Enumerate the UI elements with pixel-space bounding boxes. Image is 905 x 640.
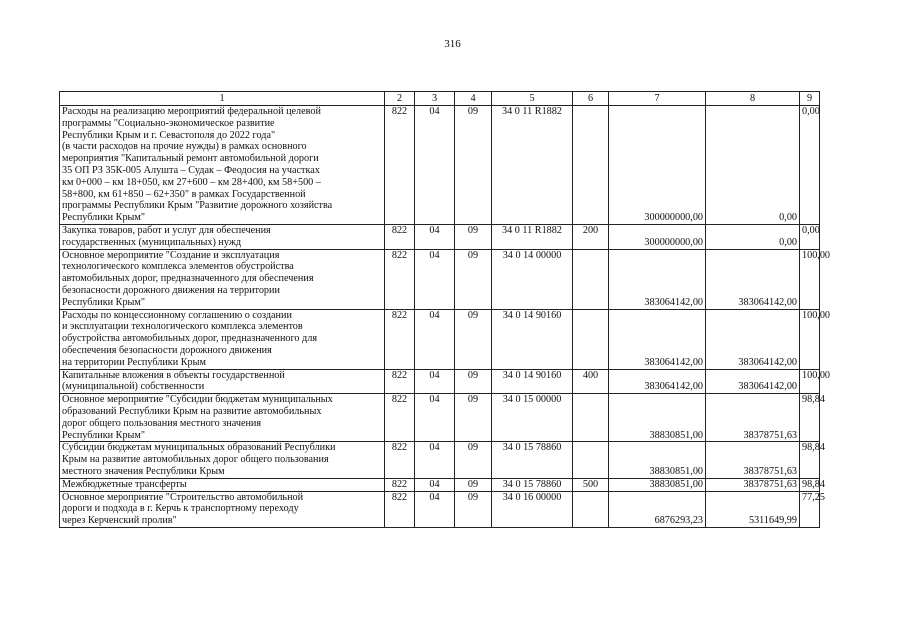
row-name-cell: Закупка товаров, работ и услуг для обеспечения государственных (муниципальных) нужд (60, 224, 385, 249)
execution-percent-cell: 100,00 (800, 369, 820, 394)
executed-amount-cell: 38378751,63 (706, 442, 800, 478)
table-row (60, 249, 820, 309)
code-cell: 822 (385, 478, 415, 491)
planned-amount-cell: 383064142,00 (609, 249, 706, 309)
header-cell: 7 (609, 92, 706, 106)
execution-percent-cell: 0,00 (800, 224, 820, 249)
planned-amount-cell: 383064142,00 (609, 369, 706, 394)
execution-percent-cell: 98,84 (800, 478, 820, 491)
execution-percent-cell: 0,00 (800, 106, 820, 225)
table-row (60, 394, 820, 442)
row-name-cell: Основное мероприятие "Строительство автомобильной дороги и подхода в г. Керчь к транспортному переходу через Керченский пролив" (60, 491, 385, 527)
target-article-cell: 34 0 11 R1882 (492, 106, 573, 225)
planned-amount-cell: 300000000,00 (609, 106, 706, 225)
header-cell: 6 (573, 92, 609, 106)
section-cell: 04 (415, 369, 455, 394)
target-article-cell: 34 0 16 00000 (492, 491, 573, 527)
header-cell: 9 (800, 92, 820, 106)
subsection-cell: 09 (455, 442, 492, 478)
execution-percent-cell: 100,00 (800, 249, 820, 309)
code-cell: 822 (385, 309, 415, 369)
planned-amount-cell: 383064142,00 (609, 309, 706, 369)
execution-percent-cell: 77,25 (800, 491, 820, 527)
target-article-cell: 34 0 11 R1882 (492, 224, 573, 249)
row-name-cell: Капитальные вложения в объекты государственной (муниципальной) собственности (60, 369, 385, 394)
row-name-cell: Основное мероприятие "Создание и эксплуатация технологического комплекса элементов обустройства автомобильных дорог, предназначенного для обеспечения безопасности дорожного движения на территории Республики Крым" (60, 249, 385, 309)
target-article-cell: 34 0 15 78860 (492, 442, 573, 478)
row-name-cell: Расходы по концессионному соглашению о создании и эксплуатации технологического комплекса элементов обустройства автомобильных дорог, предназначенного для обеспечения безопасности дорожного движения на территории Республики Крым (60, 309, 385, 369)
section-cell: 04 (415, 478, 455, 491)
expense-type-cell (573, 249, 609, 309)
expense-type-cell (573, 491, 609, 527)
header-cell: 1 (60, 92, 385, 106)
subsection-cell: 09 (455, 224, 492, 249)
row-name-cell: Расходы на реализацию мероприятий федеральной целевой программы "Социально-экономическое развитие Республики Крым и г. Севастополя до 2022 года" (в части расходов на прочие нужды) в рамках основного мероприятия "Капитальный ремонт автомобильной дороги 35 ОП РЗ 35К-005 Алушта – Судак – Феодосия на участках км 0+000 – км 18+050, км 27+600 – км 28+400, км 58+500 – 58+800, км 61+850 – 62+350" в рамках Государственной программы Республики Крым "Развитие дорожного хозяйства Республики Крым" (60, 106, 385, 225)
section-cell: 04 (415, 442, 455, 478)
section-cell: 04 (415, 249, 455, 309)
table-row (60, 224, 820, 249)
expense-type-cell (573, 106, 609, 225)
code-cell: 822 (385, 224, 415, 249)
expense-type-cell: 200 (573, 224, 609, 249)
executed-amount-cell: 5311649,99 (706, 491, 800, 527)
page-number: 316 (444, 38, 461, 50)
header-cell: 5 (492, 92, 573, 106)
expense-type-cell (573, 394, 609, 442)
header-row (60, 92, 820, 106)
target-article-cell: 34 0 15 00000 (492, 394, 573, 442)
code-cell: 822 (385, 369, 415, 394)
section-cell: 04 (415, 491, 455, 527)
executed-amount-cell: 0,00 (706, 106, 800, 225)
header-cell: 3 (415, 92, 455, 106)
execution-percent-cell: 98,84 (800, 442, 820, 478)
table-row (60, 491, 820, 527)
header-cell: 4 (455, 92, 492, 106)
row-name-cell: Межбюджетные трансферты (60, 478, 385, 491)
header-cell: 8 (706, 92, 800, 106)
expense-type-cell (573, 309, 609, 369)
execution-percent-cell: 100,00 (800, 309, 820, 369)
executed-amount-cell: 383064142,00 (706, 369, 800, 394)
section-cell: 04 (415, 309, 455, 369)
subsection-cell: 09 (455, 369, 492, 394)
section-cell: 04 (415, 394, 455, 442)
code-cell: 822 (385, 442, 415, 478)
subsection-cell: 09 (455, 309, 492, 369)
execution-percent-cell: 98,84 (800, 394, 820, 442)
expense-type-cell (573, 442, 609, 478)
target-article-cell: 34 0 14 90160 (492, 309, 573, 369)
subsection-cell: 09 (455, 249, 492, 309)
table-row (60, 442, 820, 478)
subsection-cell: 09 (455, 491, 492, 527)
subsection-cell: 09 (455, 394, 492, 442)
table-row (60, 309, 820, 369)
executed-amount-cell: 383064142,00 (706, 249, 800, 309)
executed-amount-cell: 0,00 (706, 224, 800, 249)
executed-amount-cell: 383064142,00 (706, 309, 800, 369)
target-article-cell: 34 0 14 00000 (492, 249, 573, 309)
planned-amount-cell: 300000000,00 (609, 224, 706, 249)
table-row (60, 106, 820, 225)
executed-amount-cell: 38378751,63 (706, 478, 800, 491)
table-row (60, 369, 820, 394)
table-row (60, 478, 820, 491)
section-cell: 04 (415, 106, 455, 225)
target-article-cell: 34 0 15 78860 (492, 478, 573, 491)
target-article-cell: 34 0 14 90160 (492, 369, 573, 394)
expense-type-cell: 500 (573, 478, 609, 491)
subsection-cell: 09 (455, 106, 492, 225)
planned-amount-cell: 38830851,00 (609, 478, 706, 491)
executed-amount-cell: 38378751,63 (706, 394, 800, 442)
header-cell: 2 (385, 92, 415, 106)
code-cell: 822 (385, 491, 415, 527)
code-cell: 822 (385, 106, 415, 225)
row-name-cell: Субсидии бюджетам муниципальных образований Республики Крым на развитие автомобильных дорог общего пользования местного значения Республики Крым (60, 442, 385, 478)
section-cell: 04 (415, 224, 455, 249)
row-name-cell: Основное мероприятие "Субсидии бюджетам муниципальных образований Республики Крым на развитие автомобильных дорог общего пользования местного значения Республики Крым" (60, 394, 385, 442)
planned-amount-cell: 6876293,23 (609, 491, 706, 527)
expense-type-cell: 400 (573, 369, 609, 394)
budget-table (59, 91, 831, 528)
planned-amount-cell: 38830851,00 (609, 394, 706, 442)
code-cell: 822 (385, 394, 415, 442)
planned-amount-cell: 38830851,00 (609, 442, 706, 478)
subsection-cell: 09 (455, 478, 492, 491)
code-cell: 822 (385, 249, 415, 309)
